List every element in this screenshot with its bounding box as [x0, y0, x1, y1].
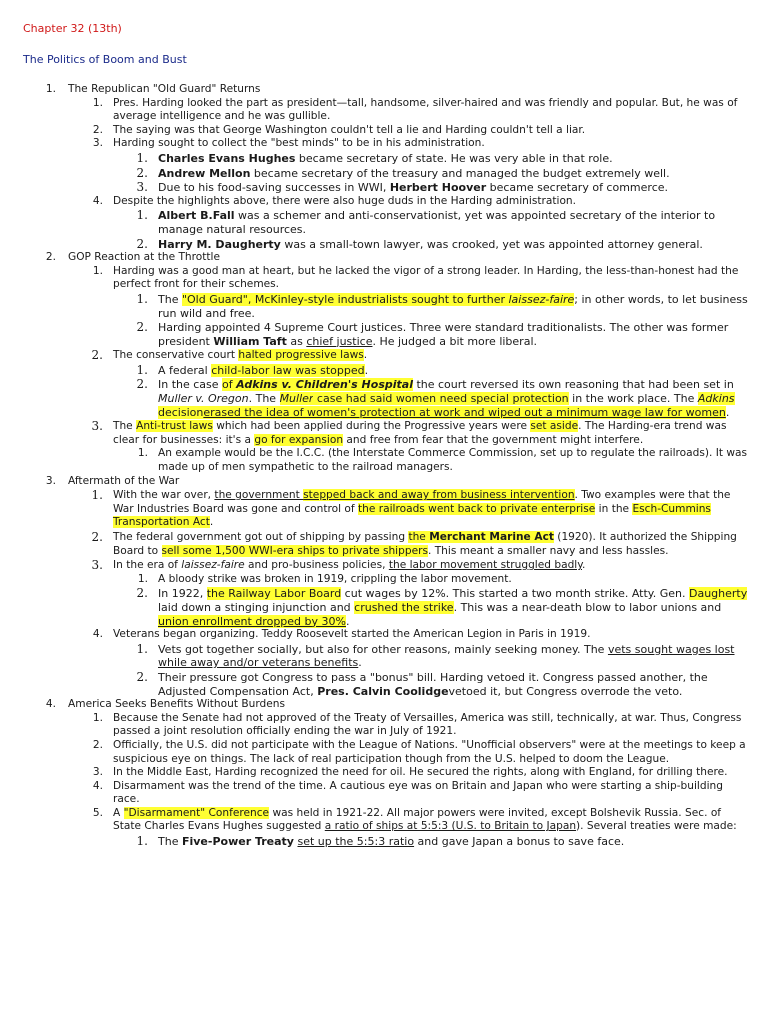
text-segment: and gave Japan a bonus to save face.: [414, 835, 625, 849]
item-text: [158, 152, 613, 165]
text-segment: Harding sought to collect the "best minds" to be in his administration.: [113, 137, 485, 150]
text-segment: Andrew Mellon: [158, 166, 251, 180]
item-number: 5.: [92, 806, 103, 819]
text-segment: (1920). It authorized the Shipping Board to: [113, 531, 737, 557]
outline-item: [0, 531, 768, 558]
outline-item: [0, 124, 768, 138]
outline-item: [0, 321, 768, 348]
text-segment: .: [345, 614, 350, 628]
text-segment: child-labor law was stopped: [211, 363, 365, 377]
text-segment: .: [364, 363, 369, 377]
outline-item: [0, 559, 768, 573]
text-segment: The: [158, 835, 182, 849]
item-number: 1.: [136, 362, 148, 377]
text-segment: the labor movement struggled badly: [388, 559, 582, 572]
text-segment: . The: [248, 392, 280, 406]
text-segment: "Disarmament" Conference: [123, 806, 270, 819]
item-number: 2.: [92, 123, 103, 136]
text-segment: the government: [214, 489, 304, 502]
text-segment: cut wages by 12%. This started a two month strike. Atty. Gen.: [341, 587, 689, 601]
outline-item: [0, 671, 768, 698]
item-text: [113, 124, 585, 136]
outline-item: [0, 364, 768, 378]
item-number: 1.: [137, 572, 148, 585]
text-segment: laissez-faire: [181, 559, 245, 572]
text-segment: case had said women need special protection: [313, 392, 569, 406]
item-text: [113, 780, 723, 806]
text-segment: set aside: [530, 420, 579, 433]
item-text: [68, 475, 179, 487]
text-segment: . The Harding-era trend was clear for businesses: it's a: [113, 420, 727, 446]
outline-item: [0, 293, 768, 320]
text-segment: The: [113, 420, 137, 433]
text-segment: . This was a near-death blow to labor unions and: [453, 600, 722, 614]
text-segment: halted progressive laws: [238, 349, 364, 362]
text-segment: which had been applied during the Progressive years were: [212, 420, 531, 433]
text-segment: Harry M. Daugherty: [158, 237, 281, 251]
outline-item: [0, 807, 768, 834]
outline-item: [0, 475, 768, 489]
text-segment: Their pressure got Congress to pass a "bonus" bill. Harding vetoed it. Congress passed another, the Adjusted Compensation Act,: [158, 670, 708, 698]
text-segment: The: [158, 292, 182, 306]
text-segment: became secretary of the treasury and managed the budget extremely well.: [250, 166, 670, 180]
item-text: [158, 293, 748, 320]
item-text: [113, 420, 726, 446]
item-text: [113, 559, 585, 571]
text-segment: A bloody strike was broken in 1919, crippling the labor movement.: [158, 572, 512, 585]
outline-item: [0, 587, 768, 628]
chapter-heading: Chapter 32 (13th): [23, 22, 122, 35]
text-segment: . Two examples were that the War Industries Board was gone and control of: [113, 489, 731, 515]
item-text: [113, 97, 737, 123]
text-segment: and free from fear that the government might interfere.: [343, 433, 644, 446]
outline-item: [0, 573, 768, 587]
text-segment: a ratio of ships at 5:5:3 (U.S. to Britain to Japan: [324, 820, 577, 833]
text-segment: . He judged a bit more liberal.: [372, 334, 537, 348]
item-number: 2.: [91, 530, 103, 544]
text-segment: .: [363, 349, 368, 362]
item-text: [113, 489, 730, 528]
outline-item: [0, 698, 768, 712]
item-number: 2.: [136, 320, 148, 335]
text-segment: The saying was that George Washington couldn't tell a lie and Harding couldn't tell a liar.: [113, 123, 586, 136]
text-segment: ). Several treaties were made:: [576, 820, 737, 833]
chapter-title: The Politics of Boom and Bust: [23, 53, 187, 66]
text-segment: decision: [158, 405, 204, 419]
item-number: 2.: [136, 377, 148, 392]
item-number: 2.: [45, 251, 56, 264]
item-text: [68, 83, 260, 95]
text-segment: In the case: [158, 378, 223, 392]
item-number: 2.: [136, 165, 148, 180]
text-segment: of: [222, 378, 237, 392]
item-text: [158, 364, 368, 377]
outline-item: [0, 181, 768, 195]
text-segment: set up the 5:5:3 ratio: [297, 835, 415, 849]
item-number: 1.: [136, 150, 148, 165]
outline-item: [0, 489, 768, 530]
item-text: [113, 807, 737, 833]
outline-item: [0, 712, 768, 739]
item-text: [158, 181, 668, 194]
text-segment: Anti-trust laws: [136, 420, 213, 433]
item-number: 1.: [136, 834, 148, 849]
item-text: [158, 209, 715, 236]
item-text: [113, 349, 367, 361]
item-number: 1.: [136, 291, 148, 306]
outline-item: [0, 251, 768, 265]
text-segment: Due to his food-saving successes in WWI,: [158, 181, 390, 195]
text-segment: .: [358, 656, 362, 670]
item-number: 4.: [92, 779, 103, 792]
item-text: [158, 573, 512, 585]
item-number: 2.: [92, 738, 103, 751]
item-number: 3.: [91, 419, 103, 434]
text-segment: Charles Evans Hughes: [158, 151, 296, 165]
text-segment: laid down a stinging injunction and: [158, 600, 355, 614]
text-segment: the railroads went back to private enterprise: [357, 502, 596, 515]
outline-item: [0, 447, 768, 474]
text-segment: was a schemer and anti-conservationist, yet was appointed secretary of the interior to manage natural resources.: [158, 209, 716, 236]
outline-item: [0, 265, 768, 292]
text-segment: Esch-Cummins Transportation Act: [113, 502, 711, 529]
text-segment: The federal government got out of shipping by passing: [113, 531, 409, 543]
text-segment: Despite the highlights above, there were also huge duds in the Harding administration.: [113, 194, 577, 207]
text-segment: stepped back and away from business intervention: [303, 489, 575, 502]
text-segment: Albert B.Fall: [158, 209, 235, 223]
item-number: 2.: [136, 669, 148, 684]
outline-item: [0, 137, 768, 151]
text-segment: An example would be the I.C.C. (the Interstate Commerce Commission, set up to regulate the railroads). It was made up of men sympathetic to the railroad managers.: [158, 447, 748, 474]
outline-item: [0, 209, 768, 236]
outline-item: [0, 835, 768, 849]
item-text: [113, 137, 485, 149]
text-segment: In 1922,: [158, 587, 207, 601]
item-number: 1.: [92, 264, 103, 277]
item-number: 1.: [137, 447, 148, 460]
text-segment: crushed the strike: [354, 600, 454, 614]
text-segment: Harding was a good man at heart, but he lacked the vigor of a strong leader. In Harding, the less-than-honest had the perfect front for their schemes.: [113, 264, 739, 291]
item-number: 2.: [136, 236, 148, 251]
text-segment: the: [408, 531, 430, 543]
text-segment: Pres. Calvin Coolidge: [317, 684, 449, 698]
text-segment: Daugherty: [688, 587, 748, 601]
text-segment: erased the idea of women's protection at work and wiped out a minimum wage law for women: [203, 405, 726, 419]
item-text: [158, 447, 747, 473]
text-segment: Five-Power Treaty: [181, 835, 294, 849]
text-segment: go for expansion: [254, 433, 344, 446]
item-text: [113, 766, 728, 778]
text-segment: vetoed it, but Congress overrode the veto.: [448, 684, 683, 698]
text-segment: "Old Guard", McKinley-style industrialists sought to further: [181, 292, 509, 306]
outline-item: [0, 378, 768, 419]
item-number: 4.: [45, 698, 56, 711]
text-segment: became secretary of state. He was very able in that role.: [295, 151, 613, 165]
text-segment: Muller v. Oregon: [158, 392, 249, 406]
text-segment: America Seeks Benefits Without Burdens: [68, 698, 285, 711]
outline-item: [0, 152, 768, 166]
text-segment: Muller: [279, 392, 314, 406]
text-segment: the court reversed its own reasoning that had been set in: [412, 378, 734, 392]
text-segment: in the: [595, 502, 633, 515]
text-segment: .: [582, 559, 586, 572]
text-segment: A federal: [158, 363, 212, 377]
text-segment: The Republican "Old Guard" Returns: [68, 83, 261, 95]
text-segment: The conservative court: [113, 349, 239, 362]
item-text: [113, 265, 738, 291]
outline-item: [0, 628, 768, 642]
text-segment: union enrollment dropped by 30%: [158, 614, 346, 628]
text-segment: William Taft: [213, 334, 287, 348]
text-segment: Pres. Harding looked the part as president—tall, handsome, silver-haired and was friendly and popular. But, he was of average intelligence and he was gullible.: [113, 96, 738, 123]
item-text: [158, 167, 670, 180]
item-text: [113, 531, 737, 557]
item-number: 3.: [92, 766, 103, 779]
text-segment: Disarmament was the trend of the time. A cautious eye was on Britain and Japan who were starting a ship-building race.: [113, 779, 723, 806]
item-text: [158, 643, 735, 670]
text-segment: Adkins v. Children's Hospital: [236, 378, 413, 392]
text-segment: Herbert Hoover: [389, 181, 487, 195]
item-number: 3.: [45, 474, 56, 487]
item-text: [113, 628, 590, 640]
text-segment: sell some 1,500 WWI-era ships to private shippers: [161, 544, 428, 557]
item-number: 2.: [91, 348, 103, 363]
item-number: 1.: [92, 96, 103, 109]
text-segment: Officially, the U.S. did not participate with the League of Nations. "Unofficial observers" were at the meetings to keep a suspicious eye on things. The lack of real participation though from the U.S. helped to doom the League.: [113, 738, 746, 765]
outline-item: [0, 780, 768, 807]
item-text: [158, 835, 624, 848]
text-segment: In the Middle East, Harding recognized the need for oil. He secured the rights, along with England, for drilling there.: [113, 766, 728, 779]
text-segment: Vets got together socially, but also for other reasons, mainly seeking money. The: [158, 642, 608, 656]
item-text: [113, 739, 746, 765]
text-segment: as: [286, 334, 307, 348]
text-segment: With the war over,: [113, 489, 215, 502]
item-number: 1.: [45, 83, 56, 95]
item-text: [68, 251, 220, 263]
text-segment: in the work place. The: [568, 392, 698, 406]
text-segment: chief justice: [306, 334, 373, 348]
outline-item: [0, 349, 768, 363]
outline-item: [0, 739, 768, 766]
text-segment: and pro-business policies,: [244, 559, 389, 572]
outline-item: [0, 167, 768, 181]
item-number: 1.: [136, 208, 148, 223]
outline-item: [0, 766, 768, 780]
item-number: 1.: [136, 641, 148, 656]
text-segment: vets sought wages lost while away and/or veterans benefits: [158, 642, 735, 670]
item-text: [68, 698, 285, 710]
item-number: 4.: [92, 194, 103, 207]
text-segment: Veterans began organizing. Teddy Roosevelt started the American Legion in Paris in 1919.: [113, 628, 591, 641]
outline-list: [0, 83, 768, 849]
item-text: [158, 378, 735, 418]
text-segment: laissez-faire: [508, 292, 575, 306]
text-segment: Aftermath of the War: [68, 474, 180, 487]
text-segment: Merchant Marine Act: [429, 531, 554, 543]
item-number: 4.: [92, 628, 103, 641]
text-segment: .: [725, 405, 730, 419]
text-segment: the Railway Labor Board: [206, 587, 342, 601]
text-segment: GOP Reaction at the Throttle: [68, 251, 221, 264]
text-segment: was a small-town lawyer, was crooked, yet was appointed attorney general.: [280, 237, 703, 251]
outline-item: [0, 238, 768, 252]
item-number: 2.: [136, 586, 148, 601]
item-text: [113, 712, 741, 738]
text-segment: was held in 1921-22. All major powers were invited, except Bolshevik Russia. Sec. of State Charles Evans Hughes suggested: [113, 806, 722, 833]
text-segment: . This meant a smaller navy and less hassles.: [427, 544, 669, 557]
text-segment: A: [113, 806, 124, 819]
item-text: [158, 587, 747, 627]
text-segment: Harding appointed 4 Supreme Court justices. Three were standard traditionalists. The other was former president: [158, 321, 729, 348]
text-segment: Because the Senate had not approved of the Treaty of Versailles, America was still, technically, at war. Thus, Congress passed a joint resolution officially ending the war in July of 1921.: [113, 711, 742, 738]
item-number: 3.: [91, 558, 103, 573]
outline-item: [0, 83, 768, 97]
item-text: [158, 321, 728, 348]
item-number: 3.: [136, 180, 148, 195]
outline-item: [0, 195, 768, 209]
text-segment: .: [209, 516, 214, 529]
text-segment: ; in other words, to let business run wild and free.: [158, 292, 748, 320]
item-text: [113, 195, 576, 207]
outline-item: [0, 643, 768, 670]
item-text: [158, 238, 703, 251]
item-number: 1.: [91, 488, 103, 503]
text-segment: Adkins: [697, 392, 735, 406]
text-segment: In the era of: [113, 559, 182, 572]
text-segment: became secretary of commerce.: [486, 181, 669, 195]
outline-item: [0, 420, 768, 447]
item-number: 1.: [92, 711, 103, 724]
outline-item: [0, 97, 768, 124]
item-text: [158, 671, 708, 698]
item-number: 3.: [92, 137, 103, 150]
